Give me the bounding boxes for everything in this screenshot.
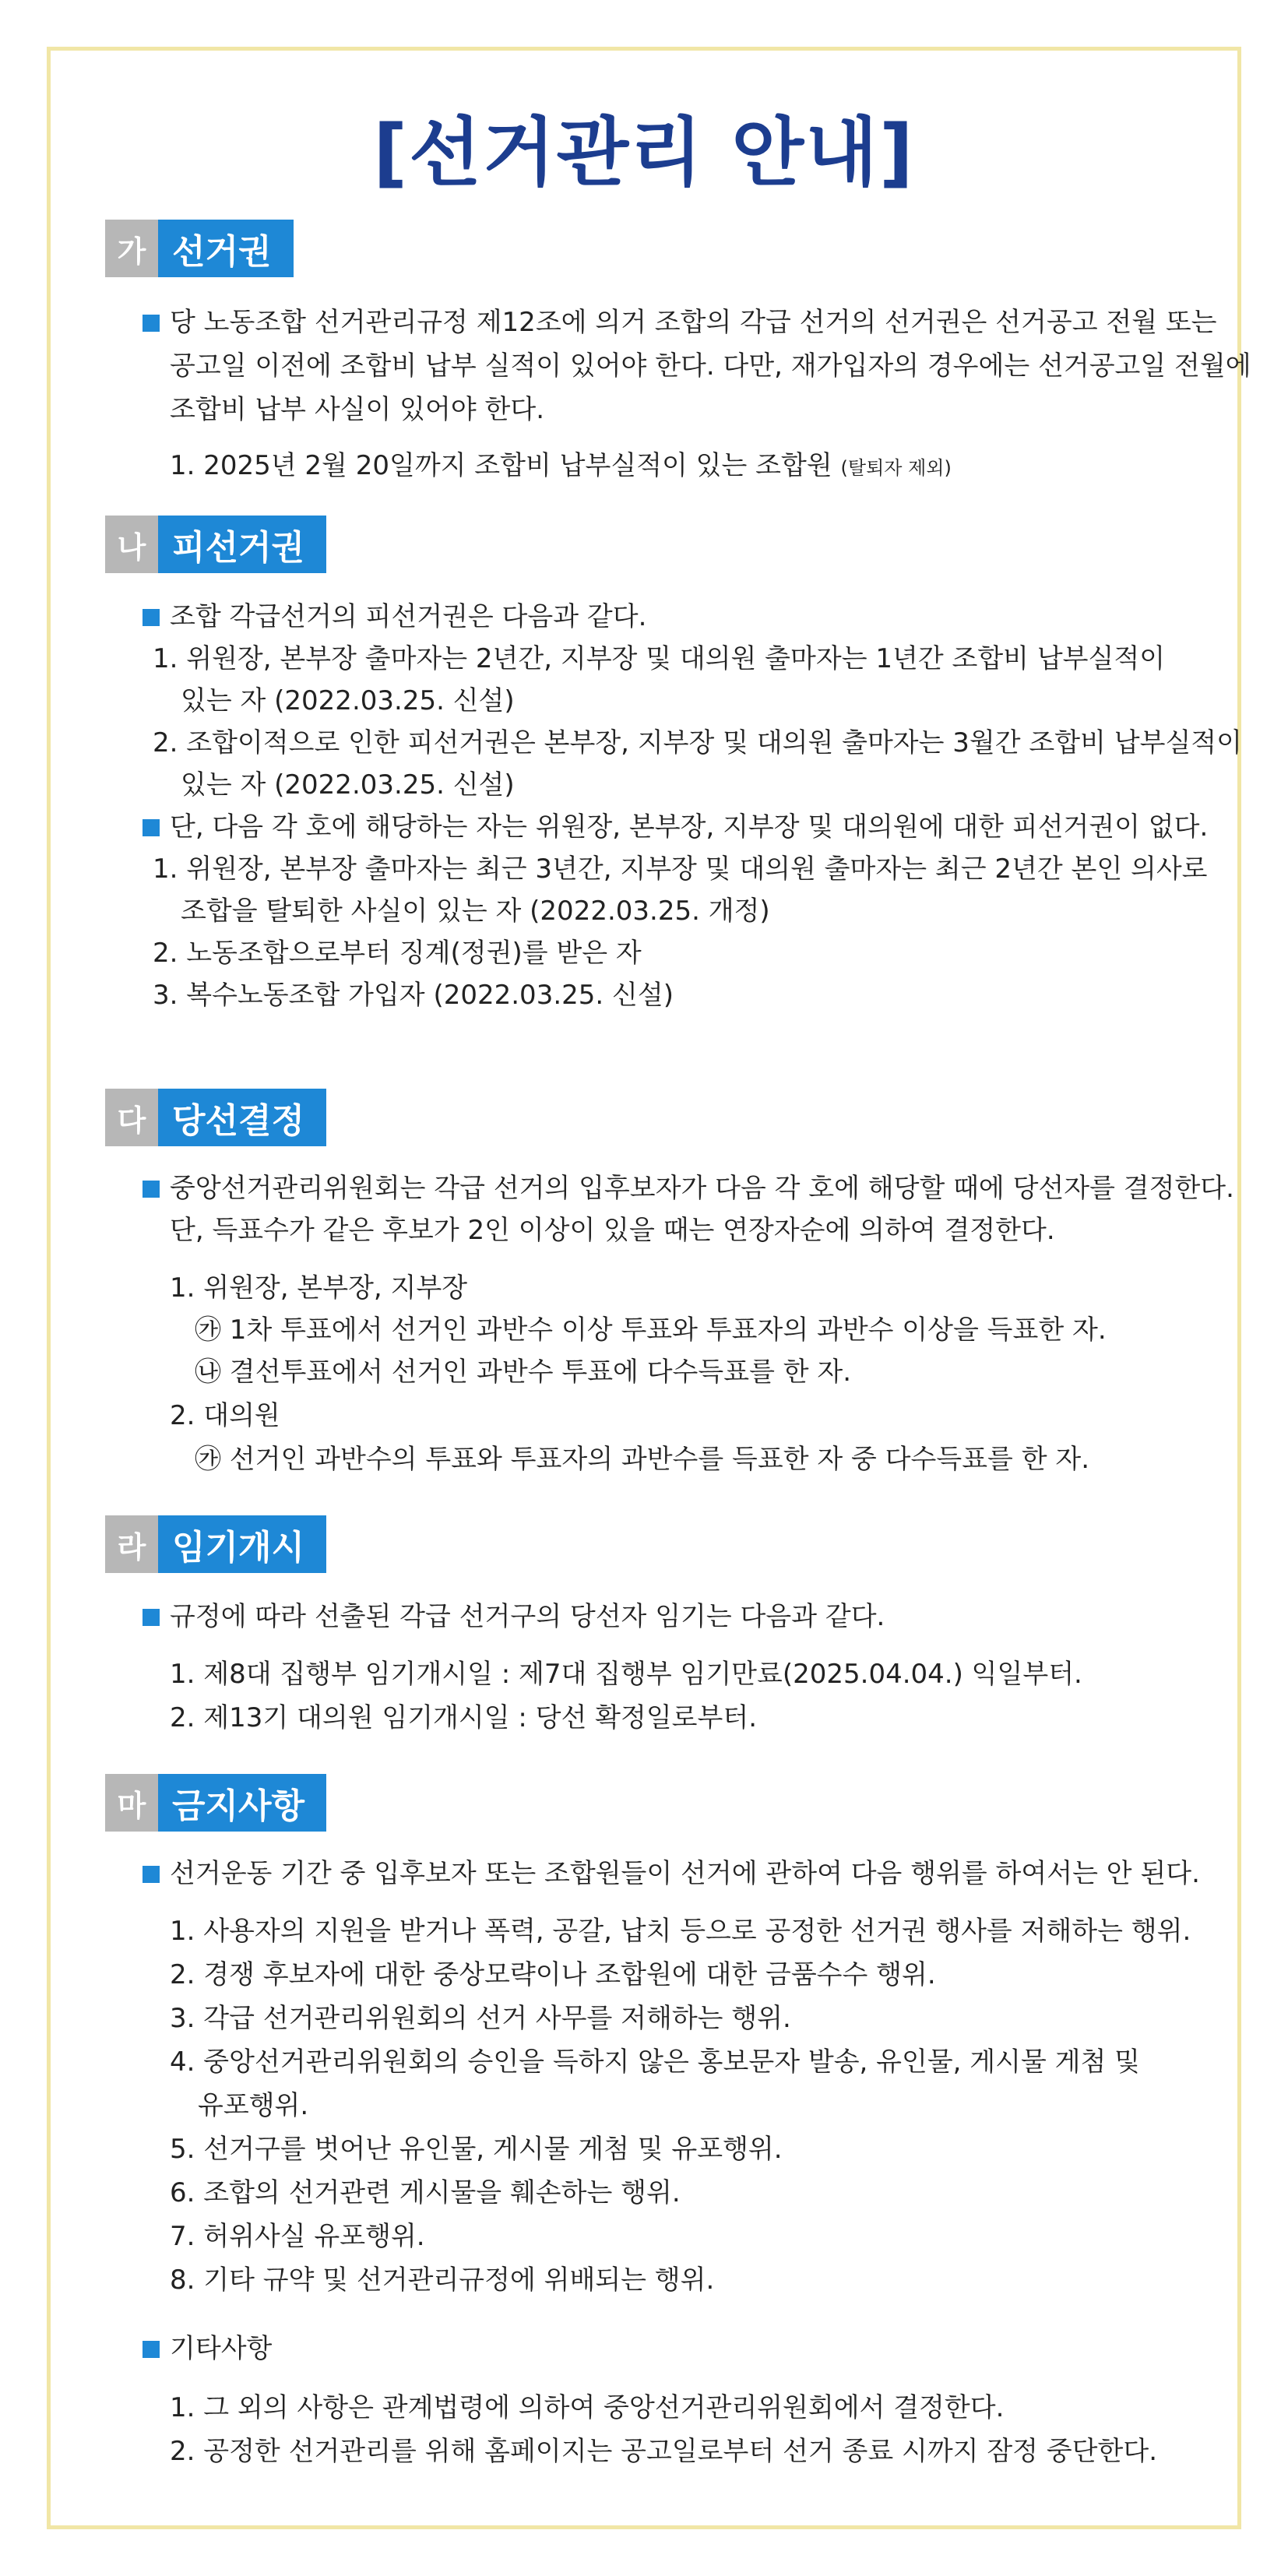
list-item: 4. 중앙선거관리위원회의 승인을 득하지 않은 홍보문자 발송, 유인물, 게시물 게첨 및 xyxy=(170,2046,1140,2078)
square-bullet-icon xyxy=(143,1609,160,1626)
square-bullet-icon xyxy=(143,315,160,332)
list-item: 2. 경쟁 후보자에 대한 중상모략이나 조합원에 대한 금품수수 행위. xyxy=(170,1959,936,1990)
section-header-winner-decision xyxy=(105,1089,326,1146)
paragraph-line: 규정에 따라 선출된 각급 선거구의 당선자 임기는 다음과 같다. xyxy=(170,1601,885,1632)
section-header-eligibility xyxy=(105,516,326,573)
list-item: 1. 제8대 집행부 임기개시일 : 제7대 집행부 임기만료(2025.04.04.) 익일부터. xyxy=(170,1659,1082,1690)
list-item: 6. 조합의 선거관련 게시물을 훼손하는 행위. xyxy=(170,2177,681,2208)
list-item: 7. 허위사실 유포행위. xyxy=(170,2221,425,2252)
list-item: 5. 선거구를 벗어난 유인물, 게시물 게첨 및 유포행위. xyxy=(170,2134,783,2165)
paragraph-line: 조합 각급선거의 피선거권은 다음과 같다. xyxy=(170,601,647,632)
square-bullet-icon xyxy=(143,1866,160,1883)
paragraph-line: 단, 다음 각 호에 해당하는 자는 위원장, 본부장, 지부장 및 대의원에 대한 피선거권이 없다. xyxy=(170,811,1209,843)
sub-item: ㉯ 결선투표에서 선거인 과반수 투표에 다수득표를 한 자. xyxy=(195,1357,852,1388)
section-tag: 다 xyxy=(105,1089,158,1146)
list-item: 2. 공정한 선거관리를 위해 홈페이지는 공고일로부터 선거 종료 시까지 잠정 중단한다. xyxy=(170,2436,1158,2467)
section-title: 피선거권 xyxy=(158,516,326,573)
paragraph-line: 단, 득표수가 같은 후보가 2인 이상이 있을 때는 연장자순에 의하여 결정한다. xyxy=(170,1215,1055,1246)
section-title: 당선결정 xyxy=(158,1089,326,1146)
list-item xyxy=(170,449,952,485)
list-item: 1. 그 외의 사항은 관계법령에 의하여 중앙선거관리위원회에서 결정한다. xyxy=(170,2392,1005,2423)
list-item: 1. 위원장, 본부장 출마자는 2년간, 지부장 및 대의원 출마자는 1년간 조합비 납부실적이 xyxy=(153,643,1166,674)
paragraph-line: 조합비 납부 사실이 있어야 한다. xyxy=(170,394,545,425)
section-header-term-start xyxy=(105,1515,326,1573)
list-item: 2. 제13기 대의원 임기개시일 : 당선 확정일로부터. xyxy=(170,1702,758,1733)
paragraph-line: 공고일 이전에 조합비 납부 실적이 있어야 한다. 다만, 재가입자의 경우에는 선거공고일 전월에 xyxy=(170,350,1251,382)
section-tag: 마 xyxy=(105,1774,158,1832)
section-tag: 나 xyxy=(105,516,158,573)
list-item: 1. 위원장, 본부장 출마자는 최근 3년간, 지부장 및 대의원 출마자는 최근 2년간 본인 의사로 xyxy=(153,853,1208,885)
square-bullet-icon xyxy=(143,609,160,626)
square-bullet-icon xyxy=(143,2341,160,2358)
list-item-cont: 있는 자 (2022.03.25. 신설) xyxy=(181,685,515,716)
list-item-note: (탈퇴자 제외) xyxy=(840,457,952,479)
page-title: [선거관리 안내] xyxy=(373,109,915,196)
list-item: 1. 위원장, 본부장, 지부장 xyxy=(170,1272,468,1304)
list-item-text: 1. 2025년 2월 20일까지 조합비 납부실적이 있는 조합원 xyxy=(170,450,832,481)
paragraph-line: 선거운동 기간 중 입후보자 또는 조합원들이 선거에 관하여 다음 행위를 하여서는 안 된다. xyxy=(170,1858,1200,1889)
list-item-cont: 유포행위. xyxy=(198,2090,309,2121)
section-title: 선거권 xyxy=(158,220,294,277)
list-item-cont: 있는 자 (2022.03.25. 신설) xyxy=(181,769,515,801)
list-item: 2. 조합이적으로 인한 피선거권은 본부장, 지부장 및 대의원 출마자는 3월간 조합비 납부실적이 xyxy=(153,727,1242,758)
square-bullet-icon xyxy=(143,1181,160,1198)
paragraph-line: 중앙선거관리위원회는 각급 선거의 입후보자가 다음 각 호에 해당할 때에 당선자를 결정한다. xyxy=(170,1173,1234,1204)
section-title: 금지사항 xyxy=(158,1774,326,1832)
list-item: 2. 노동조합으로부터 징계(정권)를 받은 자 xyxy=(153,938,642,969)
section-tag: 가 xyxy=(105,220,158,277)
list-item: 1. 사용자의 지원을 받거나 폭력, 공갈, 납치 등으로 공정한 선거권 행사를 저해하는 행위. xyxy=(170,1916,1191,1947)
section-tag: 라 xyxy=(105,1515,158,1573)
list-item: 3. 각급 선거관리위원회의 선거 사무를 저해하는 행위. xyxy=(170,2003,791,2034)
sub-item: ㉮ 선거인 과반수의 투표와 투표자의 과반수를 득표한 자 중 다수득표를 한 자. xyxy=(195,1444,1090,1475)
sub-item: ㉮ 1차 투표에서 선거인 과반수 이상 투표와 투표자의 과반수 이상을 득표한 자. xyxy=(195,1314,1107,1346)
section-header-voting-right xyxy=(105,220,294,277)
list-item: 2. 대의원 xyxy=(170,1400,280,1431)
list-item-cont: 조합을 탈퇴한 사실이 있는 자 (2022.03.25. 개정) xyxy=(181,896,770,927)
list-item: 3. 복수노동조합 가입자 (2022.03.25. 신설) xyxy=(153,980,674,1011)
section-header-prohibitions xyxy=(105,1774,326,1832)
section-title: 임기개시 xyxy=(158,1515,326,1573)
square-bullet-icon xyxy=(143,819,160,836)
list-item: 8. 기타 규약 및 선거관리규정에 위배되는 행위. xyxy=(170,2265,715,2296)
paragraph-line: 당 노동조합 선거관리규정 제12조에 의거 조합의 각급 선거의 선거권은 선거공고 전월 또는 xyxy=(170,307,1217,338)
subsection-title: 기타사항 xyxy=(170,2333,273,2364)
